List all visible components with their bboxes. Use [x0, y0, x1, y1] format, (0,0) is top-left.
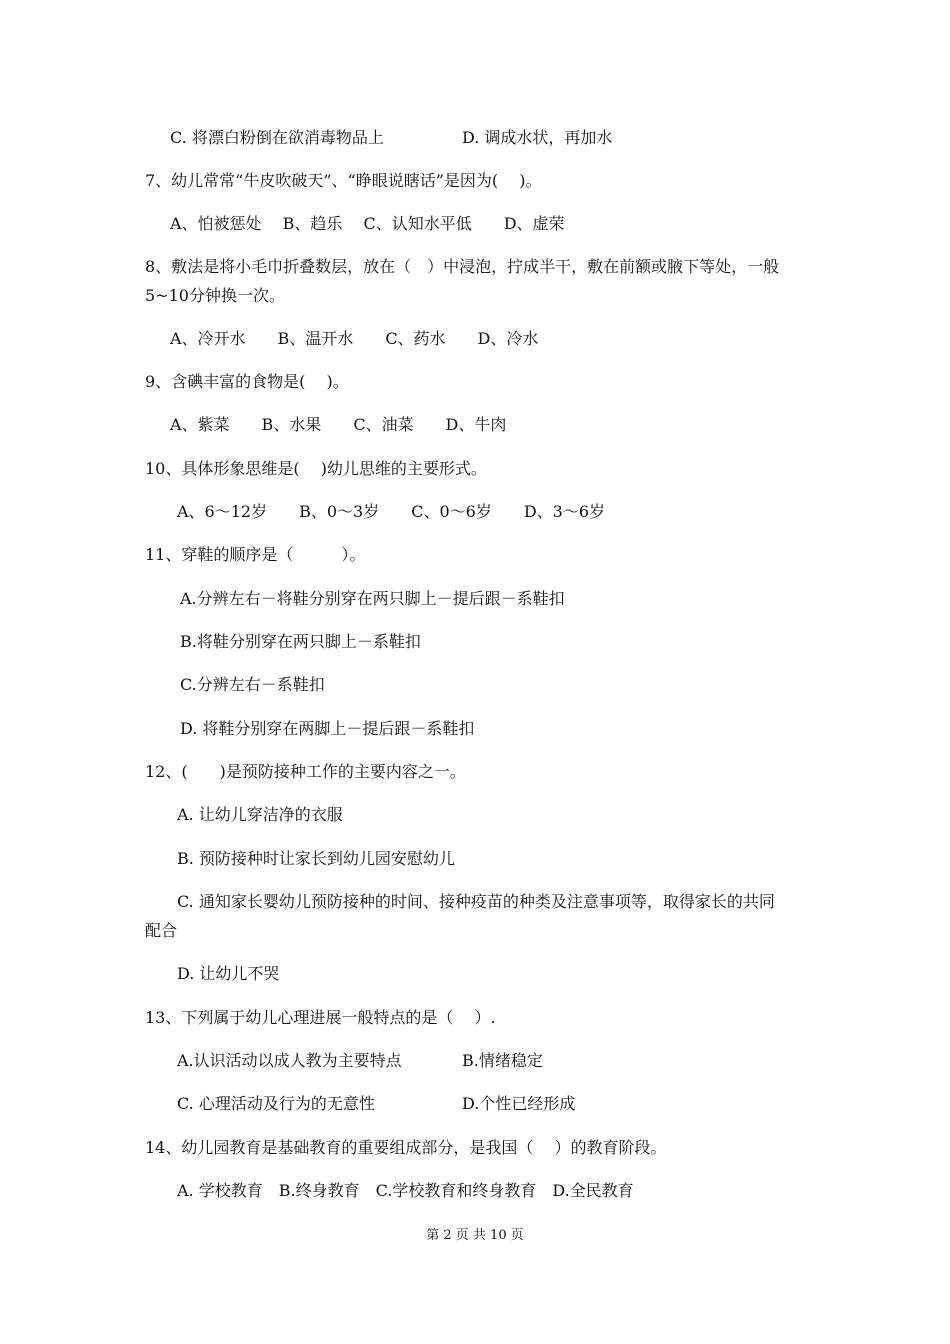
q8-stem-line2: 5~10分钟换一次。	[145, 286, 285, 305]
q13-option-c: C. 心理活动及行为的无意性	[177, 1094, 375, 1113]
q8-options: A、冷开水 B、温开水 C、药水 D、冷水	[170, 329, 539, 348]
page-number-footer: 第 2 页 共 10 页	[426, 1228, 524, 1243]
q9-options: A、紫菜 B、水果 C、油菜 D、牛肉	[170, 415, 507, 434]
q9-stem: 9、含碘丰富的食物是( )。	[145, 372, 349, 391]
q7-stem: 7、幼儿常常“牛皮吹破天”、“睁眼说瞎话”是因为( )。	[145, 171, 542, 190]
q10-options: A、6～12岁 B、0～3岁 C、0～6岁 D、3～6岁	[177, 502, 606, 521]
q12-option-d: D. 让幼儿不哭	[177, 964, 280, 983]
q12-stem: 12、( )是预防接种工作的主要内容之一。	[145, 762, 466, 781]
q6-option-c: C. 将漂白粉倒在欲消毒物品上	[170, 128, 384, 147]
q12-option-b: B. 预防接种时让家长到幼儿园安慰幼儿	[177, 849, 455, 868]
q13-option-b: B.情绪稳定	[462, 1051, 543, 1070]
q13-option-a: A.认识活动以成人教为主要特点	[177, 1051, 402, 1070]
q12-option-c-line1: C. 通知家长婴幼儿预防接种的时间、接种疫苗的种类及注意事项等，取得家长的共同	[177, 892, 775, 911]
q10-stem: 10、具体形象思维是( )幼儿思维的主要形式。	[145, 459, 487, 478]
q11-option-c: C.分辨左右－系鞋扣	[180, 675, 325, 694]
q14-options: A. 学校教育 B.终身教育 C.学校教育和终身教育 D.全民教育	[177, 1181, 634, 1200]
q12-option-c-line2: 配合	[145, 921, 178, 940]
q8-stem-line1: 8、敷法是将小毛巾折叠数层，放在（ ）中浸泡，拧成半干，敷在前额或腋下等处，一般	[145, 257, 780, 276]
q11-option-b: B.将鞋分别穿在两只脚上－系鞋扣	[180, 632, 421, 651]
q11-option-d: D. 将鞋分别穿在两脚上－提后跟－系鞋扣	[180, 719, 475, 738]
q7-options: A、怕被惩处 B、趋乐 C、认知水平低 D、虚荣	[170, 214, 565, 233]
q13-option-d: D.个性已经形成	[462, 1094, 576, 1113]
q6-option-d: D. 调成水状，再加水	[462, 128, 613, 147]
q13-stem: 13、下列属于幼儿心理进展一般特点的是（ ）.	[145, 1008, 496, 1027]
q11-stem: 11、穿鞋的顺序是（ ）。	[145, 545, 366, 564]
q14-stem: 14、幼儿园教育是基础教育的重要组成部分，是我国（ ）的教育阶段。	[145, 1138, 667, 1157]
q11-option-a: A.分辨左右－将鞋分别穿在两只脚上－提后跟－系鞋扣	[180, 589, 565, 608]
q12-option-a: A. 让幼儿穿洁净的衣服	[177, 805, 343, 824]
